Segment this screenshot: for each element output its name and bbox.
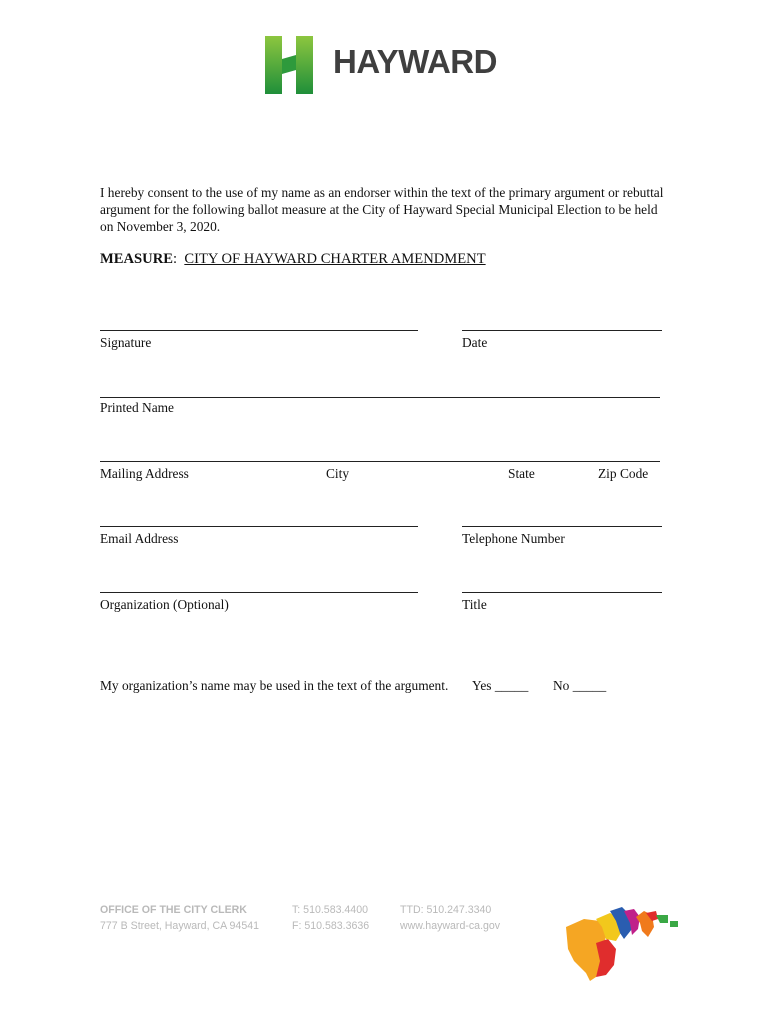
telephone-number-label: Telephone Number (462, 531, 565, 546)
footer-office-name: OFFICE OF THE CITY CLERK (100, 904, 247, 916)
city-label: City (326, 466, 350, 481)
footer-office-block (100, 902, 259, 934)
title-label: Title (462, 597, 487, 612)
footer-web-block (400, 902, 500, 934)
zip-code-label: Zip Code (598, 466, 649, 481)
measure-name: CITY OF HAYWARD CHARTER AMENDMENT (184, 251, 486, 267)
footer-phone: T: 510.583.4400 (292, 904, 368, 916)
title-line[interactable] (462, 592, 662, 593)
org-optin-question: My organization’s name may be used in the text of the argument. (100, 678, 449, 693)
telephone-number-line[interactable] (462, 526, 662, 527)
footer-fax: F: 510.583.3636 (292, 920, 370, 932)
logo-wordmark: HAYWARD (333, 43, 497, 80)
measure-label: MEASURE (100, 251, 173, 267)
org-optin-yes[interactable]: Yes _____ (472, 678, 529, 693)
footer-phone-block (292, 902, 369, 934)
consent-paragraph: I hereby consent to the use of my name as an endorser within the text of the primary argument or rebuttal argument for the following ballot measure at the City of Hayward Special Municipal Election to be held on November 3, 2020. (100, 185, 664, 234)
footer-address: 777 B Street, Hayward, CA 94541 (100, 920, 259, 932)
signature-line[interactable] (100, 330, 418, 331)
hayward-h-logo-icon (265, 36, 321, 94)
organization-line[interactable] (100, 592, 418, 593)
org-optin-no[interactable]: No _____ (553, 678, 607, 693)
footer-website[interactable]: www.hayward-ca.gov (400, 920, 501, 932)
organization-label: Organization (Optional) (100, 597, 229, 612)
measure-heading: MEASURE: CITY OF HAYWARD CHARTER AMENDMENT (100, 251, 486, 267)
hayward-logo (265, 36, 505, 94)
mailing-address-label: Mailing Address (100, 466, 189, 481)
footer-ttd: TTD: 510.247.3340 (400, 904, 492, 916)
email-address-line[interactable] (100, 526, 418, 527)
printed-name-line[interactable] (100, 397, 660, 398)
date-line[interactable] (462, 330, 662, 331)
printed-name-label: Printed Name (100, 400, 175, 415)
signature-label: Signature (100, 335, 152, 350)
email-address-label: Email Address (100, 531, 179, 546)
state-label: State (508, 466, 535, 481)
mailing-address-line[interactable] (100, 461, 660, 462)
date-label: Date (462, 335, 488, 350)
hayward-map-graphic-icon (560, 905, 685, 985)
